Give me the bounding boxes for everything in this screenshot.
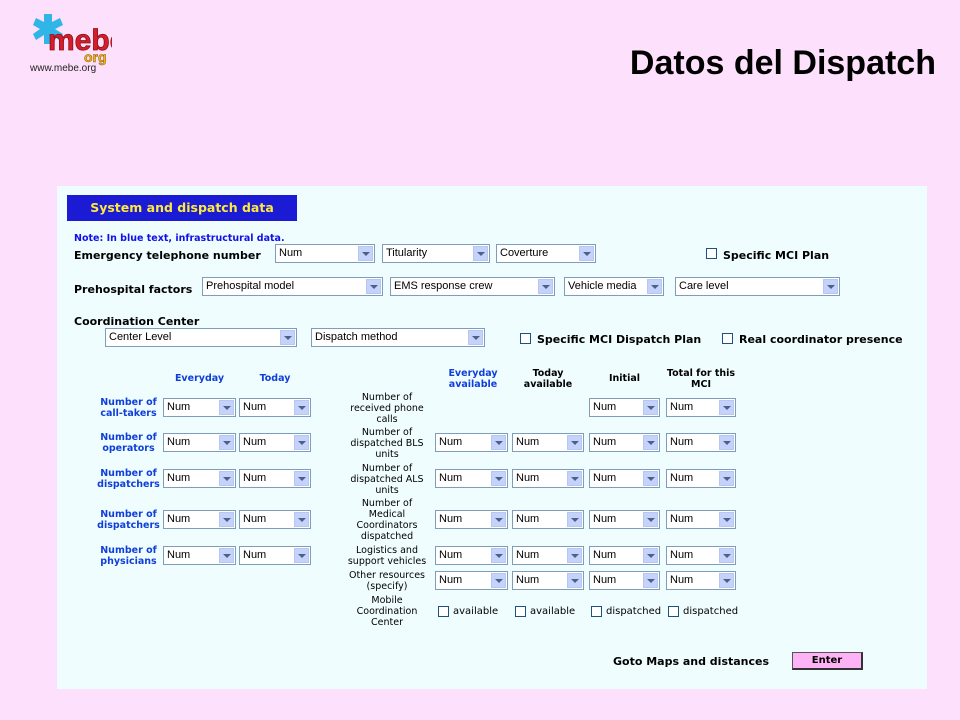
page-title: Datos del Dispatch [629,44,936,82]
chevron-down-icon [643,573,658,588]
site-url[interactable]: www.mebe.org [30,63,97,74]
call-takers-today-select[interactable]: Num [239,398,311,417]
chevron-down-icon [280,330,295,345]
mobile-total-label: dispatched [683,606,739,617]
row-label-received-calls: Number of received phone calls [350,392,424,425]
coverture-select[interactable]: Coverture [496,244,596,263]
chevron-down-icon [567,471,582,486]
emergency-num-select[interactable]: Num [275,244,375,263]
dispatchers-today-select[interactable]: Num [239,469,311,488]
chevron-down-icon [468,330,483,345]
calls-total-select[interactable]: Num [666,398,736,417]
bls-everyday-select[interactable]: Num [435,433,508,452]
chevron-down-icon [643,512,658,527]
bls-today-select[interactable]: Num [512,433,584,452]
mobile-initial-label: dispatched [606,606,662,617]
bls-initial-select[interactable]: Num [589,433,660,452]
chevron-down-icon [294,471,309,486]
row-label-other-resources: Other resources (specify) [348,570,426,592]
chevron-down-icon [219,400,234,415]
chevron-down-icon [538,279,553,294]
care-level-select[interactable]: Care level [675,277,840,296]
row-label-als-units: Number of dispatched ALS units [350,463,424,496]
chevron-down-icon [579,246,594,261]
row-label-dispatchers-2: Number of dispatchers [97,509,160,531]
other-today-select[interactable]: Num [512,571,584,590]
real-coordinator-presence-label: Real coordinator presence [739,333,903,346]
chevron-down-icon [366,279,381,294]
chevron-down-icon [567,512,582,527]
specific-mci-dispatch-plan-checkbox[interactable] [520,333,531,344]
chevron-down-icon [491,435,506,450]
chevron-down-icon [219,512,234,527]
dispatchers-everyday-select[interactable]: Num [163,469,236,488]
coordination-label: Coordination Center [74,315,200,328]
logistics-total-select[interactable]: Num [666,546,736,565]
chevron-down-icon [491,471,506,486]
row-label-medical-coordinators: Number of Medical Coordinators dispatched [356,498,418,542]
physicians-today-select[interactable]: Num [239,546,311,565]
medcoord-initial-select[interactable]: Num [589,510,660,529]
prehospital-model-select[interactable]: Prehospital model [202,277,383,296]
logistics-today-select[interactable]: Num [512,546,584,565]
chevron-down-icon [491,548,506,563]
chevron-down-icon [491,512,506,527]
chevron-down-icon [719,512,734,527]
row-label-physicians: Number of physicians [100,545,157,567]
chevron-down-icon [294,435,309,450]
header-total-mci: Total for this MCI [666,368,736,390]
mobile-total-checkbox[interactable] [668,606,679,617]
als-total-select[interactable]: Num [666,469,736,488]
als-initial-select[interactable]: Num [589,469,660,488]
real-coordinator-presence-checkbox[interactable] [722,333,733,344]
dispatchers2-everyday-select[interactable]: Num [163,510,236,529]
chevron-down-icon [719,573,734,588]
chevron-down-icon [719,435,734,450]
operators-everyday-select[interactable]: Num [163,433,236,452]
row-label-bls-units: Number of dispatched BLS units [350,427,424,460]
chevron-down-icon [473,246,488,261]
medcoord-today-select[interactable]: Num [512,510,584,529]
chevron-down-icon [719,548,734,563]
chevron-down-icon [491,573,506,588]
call-takers-everyday-select[interactable]: Num [163,398,236,417]
row-label-dispatchers: Number of dispatchers [97,468,160,490]
als-everyday-select[interactable]: Num [435,469,508,488]
header-everyday: Everyday [174,373,225,384]
physicians-everyday-select[interactable]: Num [163,546,236,565]
section-title: System and dispatch data [67,195,297,221]
chevron-down-icon [643,548,658,563]
chevron-down-icon [567,573,582,588]
chevron-down-icon [294,548,309,563]
header-today: Today [259,373,291,384]
info-note: Note: In blue text, infrastructural data. [74,233,285,244]
center-level-select[interactable]: Center Level [105,328,297,347]
chevron-down-icon [358,246,373,261]
emergency-label: Emergency telephone number [74,249,261,262]
row-label-logistics: Logistics and support vehicles [347,545,427,567]
header-today-available: Today available [523,368,573,390]
goto-maps-label: Goto Maps and distances [613,655,770,668]
other-everyday-select[interactable]: Num [435,571,508,590]
other-initial-select[interactable]: Num [589,571,660,590]
als-today-select[interactable]: Num [512,469,584,488]
bls-total-select[interactable]: Num [666,433,736,452]
logistics-initial-select[interactable]: Num [589,546,660,565]
calls-initial-select[interactable]: Num [589,398,660,417]
header-initial: Initial [608,373,641,384]
svg-text:mebe: meb [48,24,110,57]
mobile-everyday-label: available [453,606,499,617]
titularity-select[interactable]: Titularity [382,244,490,263]
chevron-down-icon [219,548,234,563]
operators-today-select[interactable]: Num [239,433,311,452]
specific-mci-plan-checkbox[interactable] [706,248,717,259]
chevron-down-icon [294,400,309,415]
row-label-mobile-coordination: Mobile Coordination Center [356,595,418,628]
medcoord-total-select[interactable]: Num [666,510,736,529]
row-label-operators: Number of operators [100,432,157,454]
chevron-down-icon [719,471,734,486]
vehicle-media-select[interactable]: Vehicle media [564,277,664,296]
mobile-today-checkbox[interactable] [515,606,526,617]
specific-mci-dispatch-plan-label: Specific MCI Dispatch Plan [537,333,702,346]
mobile-today-label: available [530,606,576,617]
prehospital-label: Prehospital factors [74,283,193,296]
dispatchers2-today-select[interactable]: Num [239,510,311,529]
chevron-down-icon [567,435,582,450]
chevron-down-icon [567,548,582,563]
other-total-select[interactable]: Num [666,571,736,590]
chevron-down-icon [643,400,658,415]
row-label-call-takers: Number of call-takers [100,397,157,419]
ems-response-crew-select[interactable]: EMS response crew [390,277,555,296]
svg-text:org: org [84,49,107,65]
chevron-down-icon [823,279,838,294]
chevron-down-icon [219,435,234,450]
specific-mci-plan-label: Specific MCI Plan [723,249,830,262]
mobile-initial-checkbox[interactable] [591,606,602,617]
chevron-down-icon [643,435,658,450]
chevron-down-icon [294,512,309,527]
chevron-down-icon [219,471,234,486]
chevron-down-icon [719,400,734,415]
medcoord-everyday-select[interactable]: Num [435,510,508,529]
header-everyday-available: Everyday available [448,368,498,390]
chevron-down-icon [647,279,662,294]
enter-button[interactable]: Enter [792,652,863,670]
dispatch-method-select[interactable]: Dispatch method [311,328,485,347]
chevron-down-icon [643,471,658,486]
logistics-everyday-select[interactable]: Num [435,546,508,565]
mobile-everyday-checkbox[interactable] [438,606,449,617]
